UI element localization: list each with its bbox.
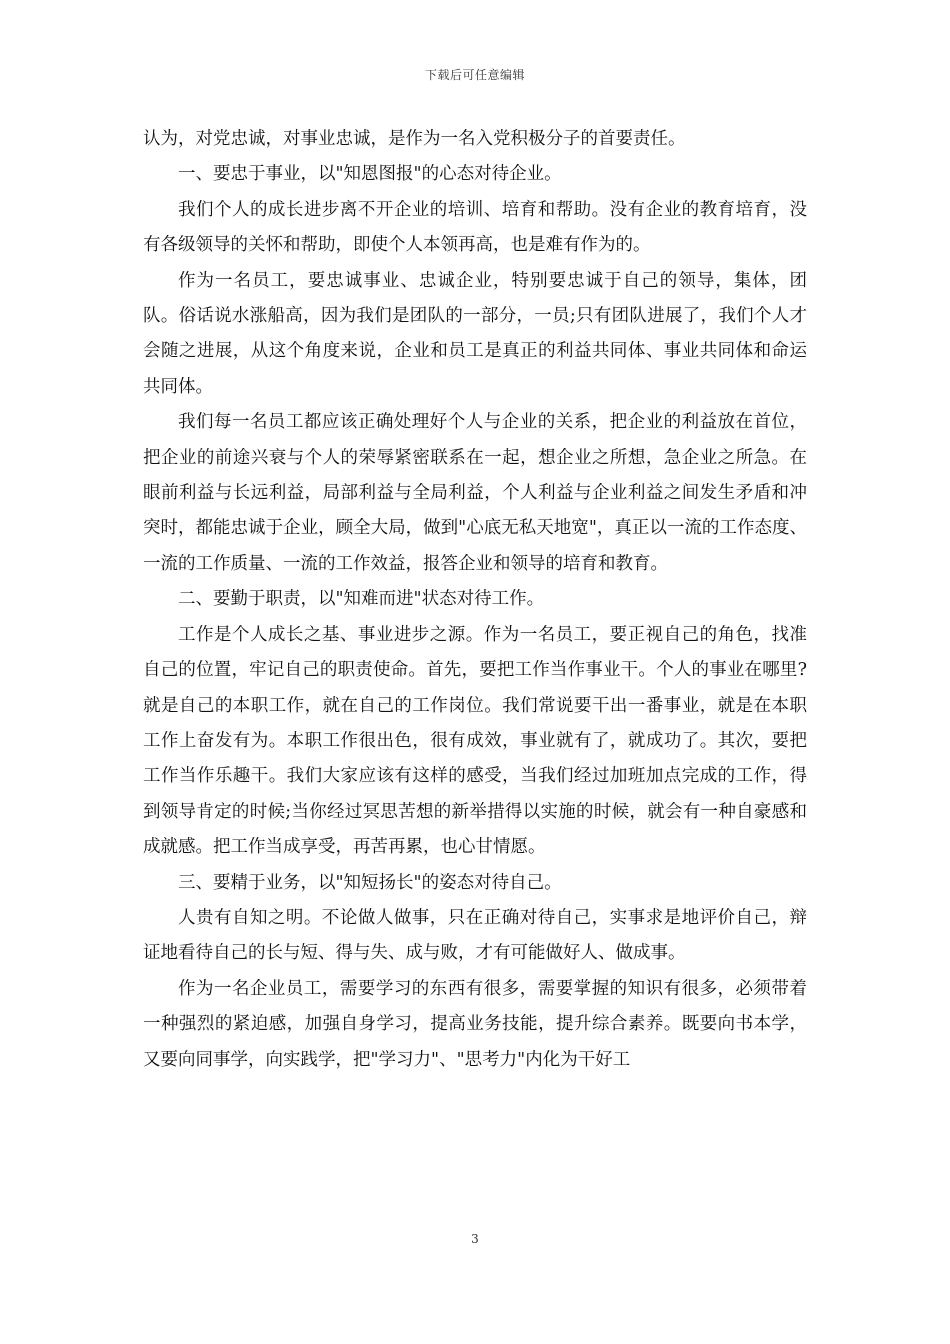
section-heading-2: 二、要勤于职责，以"知难而进"状态对待工作。 <box>178 589 545 610</box>
document-body <box>143 122 807 1078</box>
section-heading-3: 三、要精于业务，以"知短扬长"的姿态对待自己。 <box>178 872 562 893</box>
section-heading-1: 一、要忠于事业，以"知恩图报"的心态对待企业。 <box>178 164 562 185</box>
paragraph-8: 人贵有自知之明。不论做人做事，只在正确对待自己，实事求是地评价自己，辩证地看待自己的长与短、得与失、成与败，才有可能做好人、做成事。 <box>143 907 807 964</box>
paragraph-4: 我们每一名员工都应该正确处理好个人与企业的关系，把企业的利益放在首位，把企业的前途兴衰与个人的荣辱紧密联系在一起，想企业之所想，急企业之所急。在眼前利益与长远利益，局部利益与全局利益，个人利益与企业利益之间发生矛盾和冲突时，都能忠诚于企业，顾全大局，做到"心底无私天地宽"，真正以一流的工作态度、一流的工作质量、一流的工作效益，报答企业和领导的培育和教育。 <box>143 412 807 574</box>
paragraph-3: 作为一名员工，要忠诚事业、忠诚企业，特别要忠诚于自己的领导，集体，团队。俗话说水涨船高，因为我们是团队的一部分，一员;只有团队进展了，我们个人才会随之进展，从这个角度来说，企业和员工是真正的利益共同体、事业共同体和命运共同体。 <box>143 270 807 397</box>
paragraph-9: 作为一名企业员工，需要学习的东西有很多，需要掌握的知识有很多，必须带着一种强烈的紧迫感，加强自身学习，提高业务技能，提升综合素养。既要向书本学，又要向同事学，向实践学，把"学习力"、"思考力"内化为干好工 <box>143 978 807 1070</box>
paragraph-6: 工作是个人成长之基、事业进步之源。作为一名员工，要正视自己的角色，找准自己的位置，牢记自己的职责使命。首先，要把工作当作事业干。个人的事业在哪里?就是自己的本职工作，就在自己的工作岗位。我们常说要干出一番事业，就是在本职工作上奋发有为。本职工作很出色，很有成效，事业就有了，就成功了。其次，要把工作当作乐趣干。我们大家应该有这样的感受，当我们经过加班加点完成的工作，得到领导肯定的时候;当你经过冥思苦想的新举措得以实施的时候，就会有一种自豪感和成就感。把工作当成享受，再苦再累，也心甘情愿。 <box>143 624 807 858</box>
page-number: 3 <box>471 1232 479 1246</box>
paragraph-0: 认为，对党忠诚，对事业忠诚，是作为一名入党积极分子的首要责任。 <box>143 129 686 149</box>
paragraph-2: 我们个人的成长进步离不开企业的培训、培育和帮助。没有企业的教育培育，没有各级领导的关怀和帮助，即使个人本领再高，也是难有作为的。 <box>143 199 807 256</box>
page-header: 下载后可任意编辑 <box>424 68 525 82</box>
